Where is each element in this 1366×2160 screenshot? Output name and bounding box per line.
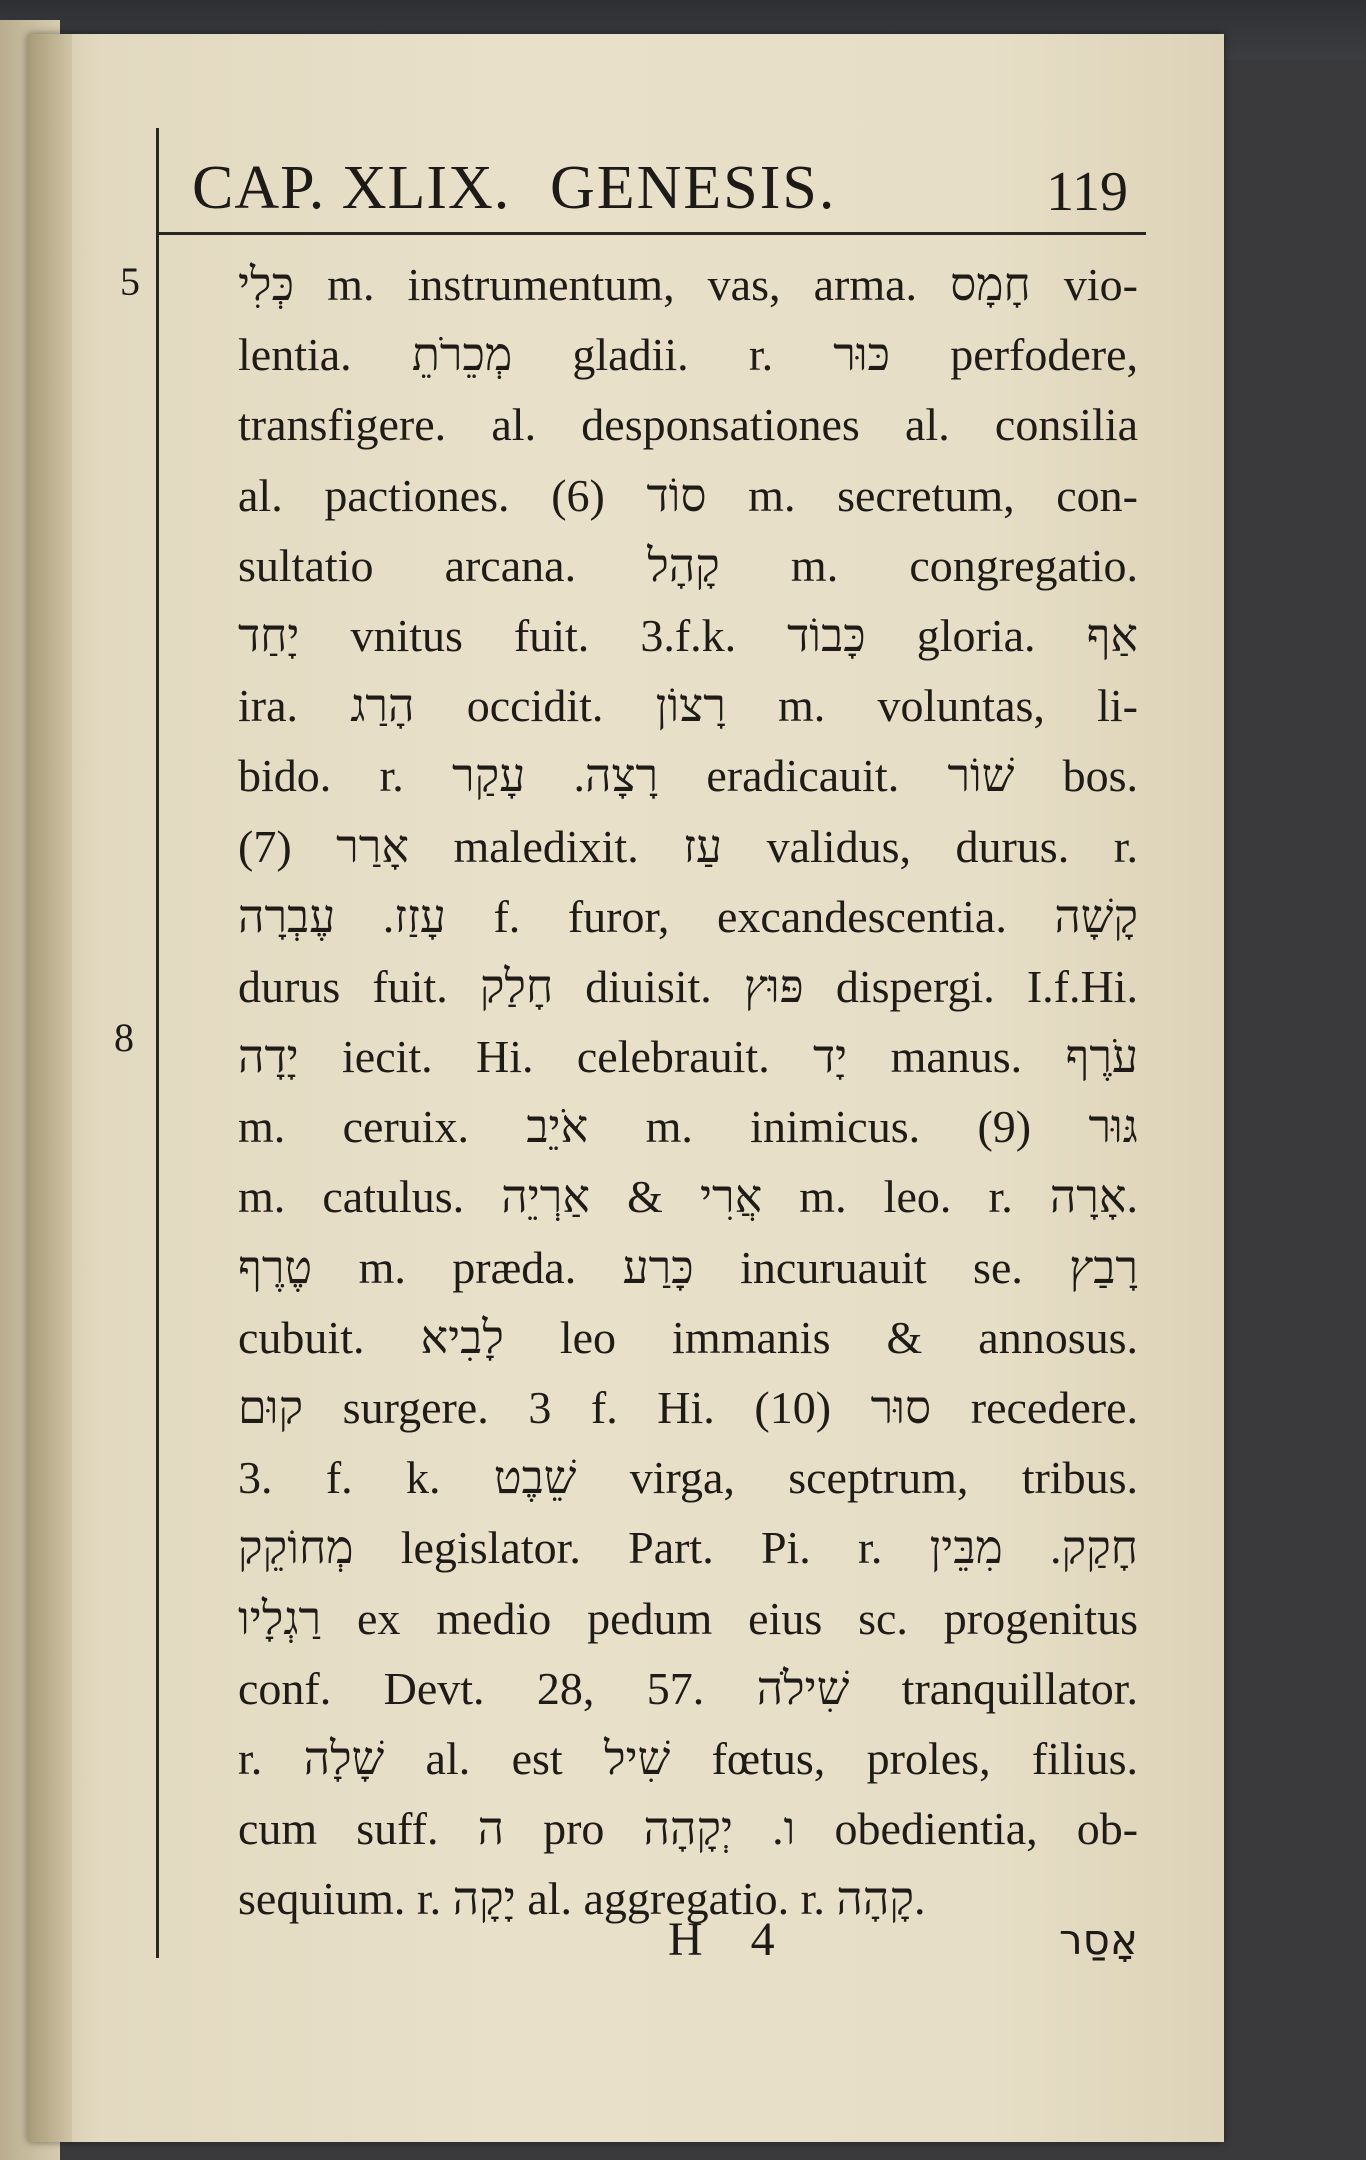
- text-line: cubuit. לָבִיא leo immanis & annosus.: [238, 1311, 1138, 1363]
- text-line: lentia. מְכֵרֹתֵ gladii. r. כּוּר perfodere,: [238, 329, 1138, 381]
- text-line: sequium. r. יָקָה al. aggregatio. r. קָהָה.: [238, 1873, 926, 1925]
- text-line: עָזַז. עֶבְרָה f. furor, excandescentia. קָשָׁה: [238, 890, 1138, 942]
- text-line: sultatio arcana. קָהָל m. congregatio.: [238, 539, 1138, 591]
- text-line: מְחוֹקֵק legislator. Part. Pi. r. חָקַק. מִבֵּין: [238, 1522, 1138, 1574]
- page-gutter: [28, 34, 72, 2142]
- text-line: m. ceruix. אֹיֵב m. inimicus. (9) גּוּר: [238, 1101, 1138, 1153]
- running-header: [162, 148, 1138, 228]
- text-line: durus fuit. חָלַק diuisit. פּוּץ dispergi. I.f.Hi.: [238, 960, 1138, 1012]
- text-line: conf. Devt. 28, 57. שִׁילֹה tranquillator.: [238, 1662, 1138, 1714]
- text-line: m. catulus. אֲרִי & אַרְיֵה m. leo. r. אָרָה.: [238, 1171, 1138, 1223]
- text-line: יָדָה iecit. Hi. celebrauit. יָד manus. עֹרֶף: [238, 1031, 1138, 1083]
- book-title: GENESIS.: [550, 154, 837, 222]
- page-footer: [238, 1905, 1138, 1975]
- verse-number-5: 5: [120, 259, 140, 304]
- text-line: transfigere. al. desponsationes al. consilia: [238, 399, 1138, 451]
- signature-mark: H 4: [668, 1913, 793, 1966]
- text-line: al. pactiones. (6) סוֹד m. secretum, con-: [238, 469, 1138, 521]
- verse-number-8: 8: [114, 1015, 134, 1060]
- text-line: רַגְלָיו ex medio pedum eius sc. progenitus: [238, 1592, 1138, 1644]
- page-number: 119: [1046, 161, 1128, 223]
- text-line: (7) אָרַר maledixit. עַז validus, durus. r.: [238, 820, 1138, 872]
- text-line: יָחַד vnitus fuit. 3.f.k. כָּבוֹד gloria. אַף: [238, 609, 1138, 661]
- text-line: קוּם surgere. 3 f. Hi. (10) סוּר recedere.: [238, 1382, 1138, 1433]
- lexicon-text-block: [238, 250, 1138, 1935]
- text-line: cum suff. ה pro ו. יְקָהָה obedientia, ob-: [238, 1803, 1138, 1855]
- text-line: 3. f. k. שֵׁבֶט virga, sceptrum, tribus.: [238, 1452, 1138, 1504]
- margin-rule: [156, 128, 159, 1958]
- text-line: טֶרֶף m. præda. כָּרַע incuruauit se. רָבַץ: [238, 1241, 1138, 1293]
- text-line: כְּלִי m. instrumentum, vas, arma. חָמָס vio-: [238, 259, 1138, 310]
- text-line: r. שָׁלָה al. est שִׁיל fœtus, proles, filius.: [238, 1732, 1138, 1784]
- chapter-heading: CAP. XLIX.: [192, 154, 511, 222]
- text-line: ira. הָרַג occidit. רָצוֹן m. voluntas, li-: [238, 680, 1138, 732]
- text-line: bido. r. רָצָה. עָקַר eradicauit. שׁוֹר bos.: [238, 750, 1138, 802]
- catchword: אָסַר: [1058, 1915, 1138, 1964]
- header-rule: [156, 232, 1146, 235]
